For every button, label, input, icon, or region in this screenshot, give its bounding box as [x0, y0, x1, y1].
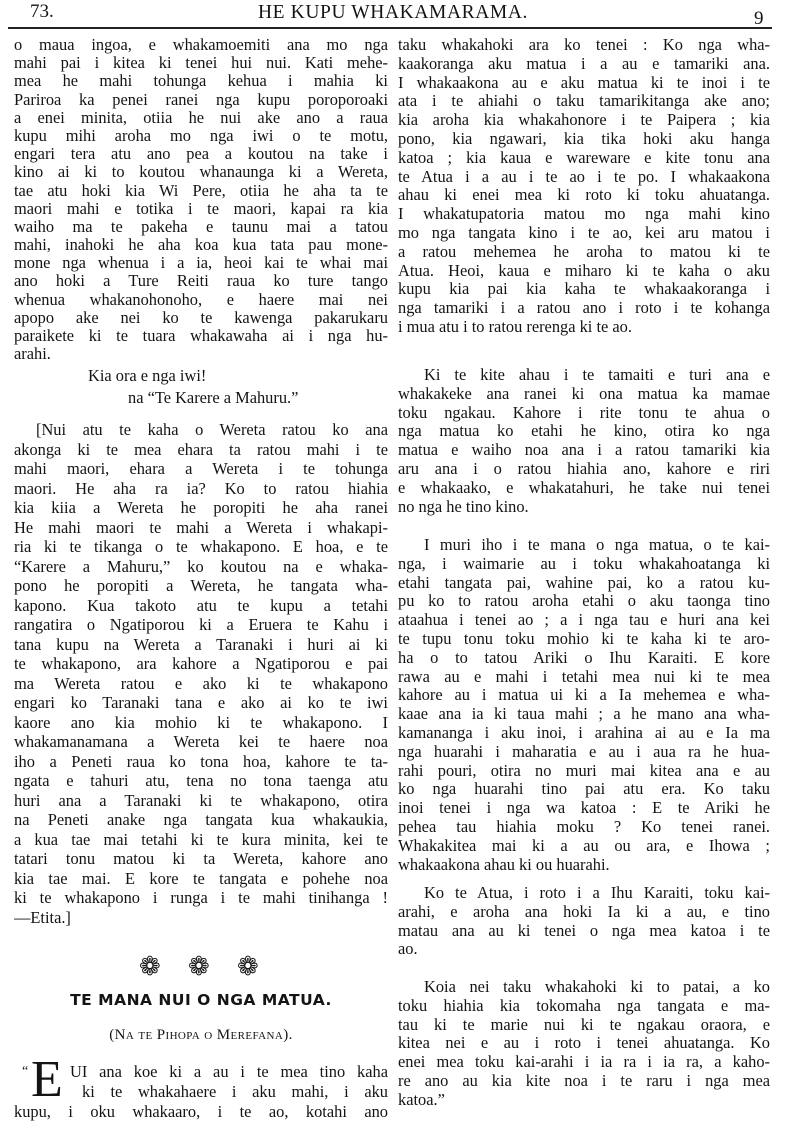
text-line: na Peneti anake nga tangata kua whakaukia,	[14, 810, 388, 829]
paragraph	[14, 36, 388, 363]
signoff-greeting: Kia ora e nga iwi!	[88, 366, 207, 385]
text-line: UI ana koe ki a au i te mea tino kaha	[70, 1062, 388, 1081]
text-line: mo nga tangata kino i te ao, kei aru matou i	[398, 223, 770, 242]
text-line: kupu, i oku whakaaro, i te ao, kotahi ano	[14, 1102, 388, 1121]
text-line: aru ana i o ratou hiahia ano, kahore e riri	[398, 459, 770, 478]
text-line: I muri iho i te mana o nga matua, o te kai-	[424, 536, 770, 554]
text-line: a ratou mehemea he aroha to matou ki te	[398, 242, 770, 261]
text-line: kapono. Kua takoto atu te kupu a tetahi	[14, 595, 388, 615]
text-line: ki te whakahaere i aku mahi, i aku	[82, 1082, 388, 1101]
text-line: matua e waiho noa ana i a ratou tamariki kia	[398, 441, 770, 460]
text-line: nga, i waimarie au i toku whakahoatanga ki	[398, 554, 770, 573]
text-line: pu ko to ratou aroha etahi o aku taonga tino	[398, 592, 770, 611]
text-line: i mua atu i to ratou rerenga ki te ao.	[398, 317, 632, 336]
text-line: whakakeke ana ranei ki ona matua ka mamae	[398, 384, 770, 403]
text-line: ngata e tahuri atu, tena no tona taenga atu	[14, 771, 388, 790]
text-line: huri ana a Taranaki ki te whakapono, otira	[14, 790, 388, 810]
text-line: kaae ana ia ki taua mahi ; a he mano ana wha-	[398, 705, 770, 724]
text-line: toku hiahia kia tokomaha nga tangata e ma-	[398, 996, 770, 1015]
running-title: HE KUPU WHAKAMARAMA.	[257, 2, 529, 23]
text-line: kia kiia a Wereta he poropiti he aha ranei	[14, 498, 388, 517]
article-byline: (Na te Pihopa o Merefana).	[109, 1027, 293, 1043]
text-line: nga tamariki i a ratou ano i roto i te kohanga	[398, 299, 770, 318]
text-line: ahau ki enei mea ki roto ki toku ahuatanga.	[398, 186, 770, 205]
text-line: tana kupu na Wereta a Taranaki i huri ai ki	[14, 634, 388, 654]
text-line: maori. He aha ra ia? Ko to ratou hiahia	[14, 478, 388, 498]
text-line: kahore au i matua ui ki a Ia mehemea e wha-	[398, 686, 770, 705]
text-line: katoa ; kia kaua e wareware e kite tonu ana	[398, 148, 770, 167]
text-line: maori mahi e totika i te maori, kapai ra kia	[14, 199, 388, 218]
text-line: kupu kia pai kia kaha te whakaakoranga i	[398, 280, 770, 299]
drop-cap: E	[31, 1051, 63, 1108]
text-line: whakamanamana a Wereta kei te haere noa	[14, 732, 388, 751]
text-line: I whakaakona au e aku matua ki te inoi i te	[398, 73, 770, 92]
article-heading: TE MANA NUI O NGA MATUA.	[70, 991, 332, 1009]
text-line: iho a Peneti raua ko tona hoa, kahore te ta-	[14, 751, 388, 771]
text-line: paraikete ki te tuara whakawaha ai i nga hu-	[14, 327, 388, 345]
page-number: 9	[754, 8, 764, 29]
text-line: Pariroa ka penei ranei nga kupu poroporoaki	[14, 90, 388, 109]
text-line: etahi tangata pai, wahine pai, ko a ratou ku-	[398, 573, 770, 592]
text-line: taku whakahoki ara ko tenei : Ko nga wha-	[398, 36, 770, 54]
text-line: kino ai ki to koutou whanaunga ki a Wereta,	[14, 163, 388, 182]
text-line: ko nga huarahi tino pai atu era. Ko taku	[398, 780, 770, 799]
paragraph	[398, 536, 770, 874]
text-line: ataahua i tenei ao ; a i nga tau e huri ana kei	[398, 611, 770, 630]
text-line: toku ngakau. Kahore i rite tonu te ahua o	[398, 403, 770, 422]
text-line: mahi maori, ehara a Wereta i te tohunga	[14, 459, 388, 478]
flower-ornament-icon: ❁	[188, 952, 210, 982]
text-line: e whakaako, e whakatahuri, he take nui tenei	[398, 478, 770, 497]
signoff-attribution: na “Te Karere a Mahuru.”	[128, 388, 299, 407]
text-line: mahi, inahoki he aha koa kua tata pau mone-	[14, 236, 388, 255]
text-line: tatari tonu matou ki ta Wereta, kahore ano	[14, 849, 388, 868]
text-line: Ko te Atua, i roto i a Ihu Karaiti, toku kai-	[424, 884, 770, 902]
text-line: —Etita.]	[14, 907, 71, 927]
text-line: ao.	[398, 940, 418, 959]
text-line: pehea tau hiahia moku ? Ko tenei ranei.	[398, 817, 770, 836]
text-line: waiho ma te pakeha e taunu mai a tatou	[14, 217, 388, 236]
text-line: rahi pouri, otira no muri mai kitea ana e au	[398, 761, 770, 780]
text-line: rawa au e mahi i tetahi mea nui ki te mea	[398, 667, 770, 686]
text-line: Whakakitea mai ki a au ou ara, e Ihowa ;	[398, 836, 770, 855]
flower-ornament-icon: ❁	[139, 952, 161, 982]
text-line: tau ki te marie nui ki te ngakau oraora, e	[398, 1015, 770, 1034]
text-line: mea he mahi tohunga kehua i mahia ki	[14, 72, 388, 91]
text-line: a kua tae mai tetahi ki te kura minita, kei te	[14, 829, 388, 849]
text-line: mahi pai i kitea ki tenei hui nui. Kati mehe-	[14, 54, 388, 73]
text-line: kupu mihi aroha mo nga iwi o te motu,	[14, 126, 388, 145]
text-line: kia tae mai. E kore te tangata e pohehe noa	[14, 868, 388, 888]
text-line: o maua ingoa, e whakamoemiti ana mo nga	[14, 36, 388, 54]
text-line: enei mea toku kai-arahi i ia ra i ia ra, a kaho-	[398, 1053, 770, 1072]
text-line: ma Wereta ratou e ako ki te whakapono	[14, 673, 388, 693]
text-line: [Nui atu te kaha o Wereta ratou ko ana	[36, 420, 388, 439]
paragraph	[398, 978, 770, 1110]
text-line: ha o to tatou Ariki o Ihu Karaiti. E kore	[398, 648, 770, 667]
text-line: whakaakona ahau ki ou huarahi.	[398, 855, 610, 874]
text-line: engari tera atu ano pea a koutou na take i	[14, 145, 388, 164]
text-line: a enei minita, otiia he nui ake ano a raua	[14, 108, 388, 127]
text-line: inoi tenei i nga wa katoa : E te Ariki he	[398, 799, 770, 818]
text-line: pono, kia ngawari, kia tika hoki aku hanga	[398, 129, 770, 148]
editor-note	[14, 420, 388, 927]
flower-ornament-icon: ❁	[237, 952, 259, 982]
text-line: rangatira o Ngatiporou ki a Eruera te Kahu i	[14, 615, 388, 634]
text-line: apopo ake nei ko te kawenga pakarukaru	[14, 308, 388, 327]
text-line: pono he poropiti a Wereta, he tangata wha-	[14, 576, 388, 595]
text-line: tae atu hoki kia Wi Pere, otiia he aha ta te	[14, 181, 388, 200]
text-line: kitea nei e au i roto i tenei ahuatanga. Ko	[398, 1034, 770, 1053]
text-line: re ano au kia kite noa i te raru i nga mea	[398, 1071, 770, 1090]
text-line: I whakatupatoria matou mo nga mahi kino	[398, 205, 770, 224]
header-rule	[8, 27, 772, 29]
text-line: kaakoranga aku matua i a au e tamariki ana.	[398, 54, 770, 73]
text-line: mone nga whenua i a ia, heoi kai te whai mai	[14, 254, 388, 273]
text-line: “Karere a Mahuru,” ko koutou na e whaka-	[14, 556, 388, 576]
text-line: kia aroha kia whakahonore i te Paipera ; kia	[398, 111, 770, 130]
text-line: katoa.”	[398, 1090, 445, 1109]
text-line: te whakapono, ara kahore a Ngatiporou e pai	[14, 654, 388, 673]
text-line: ki te whakapono i runga i te mahi tinihanga !	[14, 888, 388, 907]
paragraph	[398, 366, 770, 516]
text-line: matau ana au ki tenei o nga mea katoa i te	[398, 921, 770, 940]
text-line: Koia nei taku whakahoki ki to patai, a ko	[424, 978, 770, 996]
text-line: akonga ki te mea ehara ta ratou mahi i te	[14, 439, 388, 459]
text-line: ria ki te tikanga o te whakapono. E hoa, e te	[14, 537, 388, 556]
text-line: He mahi maori te mahi a Wereta i whakapi-	[14, 517, 388, 537]
text-line: te Atua i a au i te ao i te po. I whakaakona	[398, 167, 770, 186]
opening-quote: “	[22, 1064, 29, 1079]
text-line: te tupu tonu toku mohio ki te kaha ki te aro-	[398, 629, 770, 648]
text-line: ata i te ahiahi o taku tamarikitanga ake ano;	[398, 92, 770, 111]
text-line: engari ko Taranaki tana e ako ai ko te iwi	[14, 693, 388, 712]
text-line: arahi.	[14, 345, 51, 364]
text-line: arahi, e aroha ana hoki Ia ki a au, e tino	[398, 902, 770, 921]
text-line: Ki te kite ahau i te tamaiti e turi ana e	[424, 366, 770, 384]
paragraph	[398, 36, 770, 337]
paragraph	[398, 884, 770, 959]
text-line: nga matua ko etahi he kino, otira ko nga	[398, 422, 770, 441]
text-line: kaore ano kia mohio ki te whakapono. I	[14, 712, 388, 732]
text-line: no nga he tino kino.	[398, 497, 529, 516]
text-line: nga huarahi i maharatia e au i aua ra he hua-	[398, 742, 770, 761]
text-line: ano hoki a Ture Reiti raua ko ture tango	[14, 272, 388, 291]
text-line: whenua whakanohonoho, e haere mai nei	[14, 290, 388, 309]
page-number-left: 73.	[30, 1, 54, 22]
text-line: kamananga i aku inoi, i arahina ai au e Ia ma	[398, 723, 770, 742]
text-line: Atua. Heoi, kaua e miharo ki te kaha o aku	[398, 261, 770, 280]
